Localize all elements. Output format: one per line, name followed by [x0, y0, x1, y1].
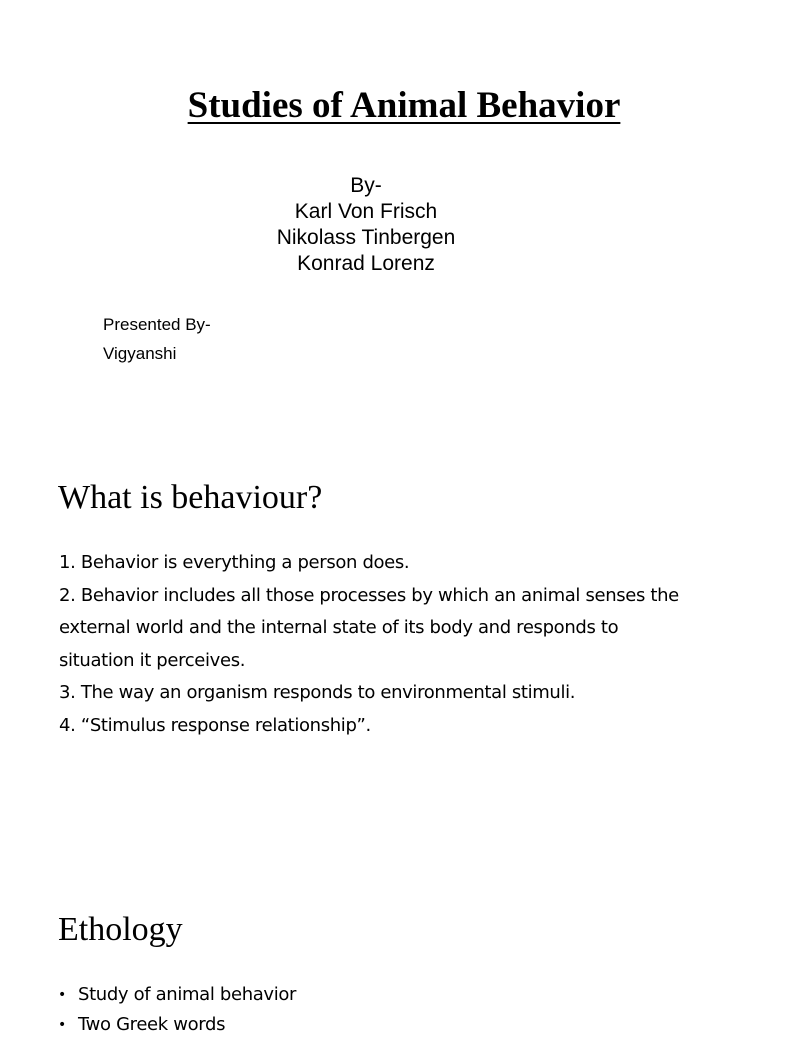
behaviour-heading: What is behaviour? — [58, 479, 323, 516]
list-item-text: Study of animal behavior — [78, 984, 297, 1005]
author-name: Nikolass Tinbergen — [276, 226, 456, 249]
definition-line: 2. Behavior includes all those processes by which an animal senses the — [59, 584, 679, 606]
presenter-name: Vigyanshi — [103, 344, 177, 363]
list-item-text: Two Greek words — [78, 1014, 226, 1035]
behaviour-definitions — [59, 547, 739, 743]
presenter-block — [103, 310, 211, 368]
authors-by-label: By- — [350, 174, 382, 197]
document-title: Studies of Animal Behavior — [187, 85, 621, 126]
ethology-bullet-list — [58, 980, 296, 1040]
definition-line: 3. The way an organism responds to environmental stimuli. — [59, 682, 576, 704]
author-name: Konrad Lorenz — [297, 252, 435, 275]
authors-block — [0, 173, 732, 277]
list-item — [58, 980, 296, 1010]
definition-line: situation it perceives. — [59, 649, 246, 671]
definition-line: 1. Behavior is everything a person does. — [59, 552, 410, 573]
definition-line: external world and the internal state of its body and responds to — [59, 617, 619, 639]
definition-line: 4. “Stimulus response relationship”. — [59, 714, 371, 736]
author-name: Karl Von Frisch — [294, 200, 438, 223]
list-item — [58, 1010, 296, 1040]
bullet-icon: • — [58, 1017, 66, 1033]
ethology-heading: Ethology — [58, 911, 183, 948]
presenter-label: Presented By- — [103, 315, 211, 334]
bullet-icon: • — [58, 987, 66, 1003]
